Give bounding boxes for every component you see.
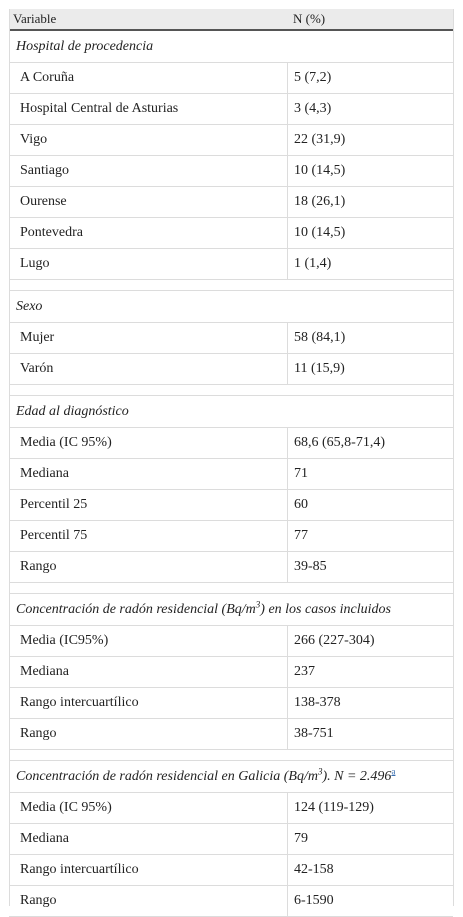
table-row <box>9 156 453 187</box>
section-title-sexo: Sexo <box>9 291 453 323</box>
row-value: 11 (15,9) <box>294 361 345 376</box>
section-title-text: Concentración de radón residencial en Galicia (Bq/m <box>16 769 318 784</box>
row-value: 3 (4,3) <box>294 101 332 116</box>
row-label: Hospital Central de Asturias <box>9 94 288 124</box>
table-row <box>9 323 453 354</box>
row-label: A Coruña <box>9 63 288 93</box>
row-value: 266 (227-304) <box>294 633 375 648</box>
row-label: Media (IC95%) <box>9 626 288 656</box>
row-label: Mediana <box>9 824 288 854</box>
table-row <box>9 459 453 490</box>
row-label: Rango <box>9 719 288 749</box>
section-spacer <box>9 583 453 594</box>
row-label: Media (IC 95%) <box>9 793 288 823</box>
section-title-hospital: Hospital de procedencia <box>9 31 453 63</box>
row-value: 22 (31,9) <box>294 132 346 147</box>
table-row <box>9 94 453 125</box>
row-value: 138-378 <box>294 695 341 710</box>
table-row <box>9 657 453 688</box>
data-table <box>9 9 453 917</box>
superscript: 3 <box>255 599 261 610</box>
table-row <box>9 218 453 249</box>
table-row <box>9 688 453 719</box>
section-title-radon-galicia <box>9 761 453 793</box>
row-label: Varón <box>9 354 288 384</box>
row-label: Santiago <box>9 156 288 186</box>
row-value: 68,6 (65,8-71,4) <box>294 435 385 450</box>
row-value: 38-751 <box>294 726 334 741</box>
table-row <box>9 187 453 218</box>
row-value: 42-158 <box>294 862 334 877</box>
table-row <box>9 855 453 886</box>
row-label: Rango <box>9 886 288 916</box>
table-row <box>9 428 453 459</box>
header-n-pct: N (%) <box>293 11 326 26</box>
row-label: Mujer <box>9 323 288 353</box>
row-value: 58 (84,1) <box>294 330 346 345</box>
table-row <box>9 626 453 657</box>
row-label: Percentil 25 <box>9 490 288 520</box>
row-label: Percentil 75 <box>9 521 288 551</box>
row-label: Pontevedra <box>9 218 288 248</box>
table-row <box>9 521 453 552</box>
table-row <box>9 354 453 385</box>
row-value: 6-1590 <box>294 893 334 908</box>
table-row <box>9 249 453 280</box>
row-label: Vigo <box>9 125 288 155</box>
row-value: 1 (1,4) <box>294 256 332 271</box>
row-value: 237 <box>294 664 315 679</box>
section-title-radon-casos <box>9 594 453 626</box>
row-label: Mediana <box>9 459 288 489</box>
section-title-edad: Edad al diagnóstico <box>9 396 453 428</box>
table-row <box>9 719 453 750</box>
table-row <box>9 125 453 156</box>
row-label: Rango <box>9 552 288 582</box>
row-label: Mediana <box>9 657 288 687</box>
section-spacer <box>9 280 453 291</box>
row-value: 5 (7,2) <box>294 70 332 85</box>
row-value: 18 (26,1) <box>294 194 346 209</box>
section-spacer <box>9 385 453 396</box>
row-value: 60 <box>294 497 308 512</box>
row-label: Rango intercuartílico <box>9 855 288 885</box>
footnote-link[interactable]: a <box>391 766 396 777</box>
row-label: Rango intercuartílico <box>9 688 288 718</box>
table-row <box>9 793 453 824</box>
row-label: Lugo <box>9 249 288 279</box>
table-header <box>9 9 453 31</box>
section-title-text: ). N = 2.496 <box>322 769 392 784</box>
row-label: Ourense <box>9 187 288 217</box>
row-value: 77 <box>294 528 308 543</box>
row-value: 124 (119-129) <box>294 800 374 815</box>
table-row <box>9 552 453 583</box>
row-value: 10 (14,5) <box>294 163 346 178</box>
section-title-text: ) en los casos incluidos <box>260 602 391 617</box>
table-row <box>9 886 453 917</box>
row-value: 71 <box>294 466 308 481</box>
table-row <box>9 490 453 521</box>
superscript: 3 <box>317 766 323 777</box>
row-value: 79 <box>294 831 308 846</box>
table-row <box>9 63 453 94</box>
row-label: Media (IC 95%) <box>9 428 288 458</box>
table-row <box>9 824 453 855</box>
row-value: 39-85 <box>294 559 327 574</box>
section-title-text: Concentración de radón residencial (Bq/m <box>16 602 256 617</box>
header-variable: Variable <box>13 11 57 26</box>
section-spacer <box>9 750 453 761</box>
row-value: 10 (14,5) <box>294 225 346 240</box>
